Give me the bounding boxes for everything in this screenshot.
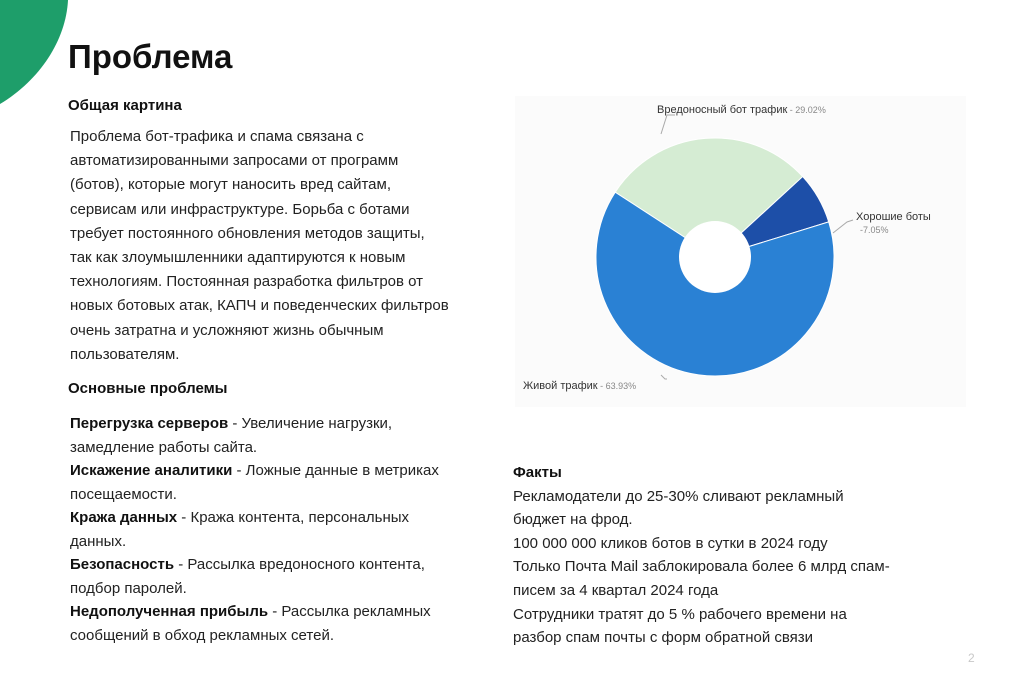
leader-line-live <box>661 375 667 379</box>
problem-term: Кража данных <box>70 509 178 526</box>
fact-line: Сотрудники тратят до 5 % рабочего времени на <box>513 605 847 623</box>
overview-text <box>70 125 510 367</box>
problem-term: Перегрузка серверов <box>70 415 229 432</box>
fact-line: писем за 4 квартал 2024 года <box>513 581 719 599</box>
slice-label-name: Живой трафик <box>523 380 598 392</box>
problem-desc: замедление работы сайта. <box>70 438 258 456</box>
problem-item <box>70 506 490 553</box>
problem-term: Искажение аналитики <box>70 462 233 479</box>
label-good-bots-value: -7.05% <box>860 225 889 235</box>
problem-item <box>70 459 490 506</box>
problem-desc: - Увеличение нагрузки, <box>228 415 393 432</box>
leader-line-malicious <box>661 115 675 134</box>
slice-label-value: - 29.02% <box>787 105 826 115</box>
traffic-chart <box>515 96 966 407</box>
overview-line: технологиям. Постоянная разработка фильтров от <box>70 273 424 291</box>
donut-hole <box>679 221 751 293</box>
slice-label-name: Вредоносный бот трафик <box>657 104 788 116</box>
overview-line: требует постоянного обновления методов защиты, <box>70 224 425 242</box>
problem-item <box>70 600 490 647</box>
problem-desc: - Ложные данные в метриках <box>232 462 439 479</box>
problem-item <box>70 553 490 600</box>
problem-term: Безопасность <box>70 556 175 573</box>
overview-line: пользователям. <box>70 345 180 363</box>
fact-line: Рекламодатели до 25-30% сливают рекламный <box>513 487 844 505</box>
overview-line: новых ботовых атак, КАПЧ и поведенческих фильтров <box>70 297 449 315</box>
problem-term: Недополученная прибыль <box>70 603 269 620</box>
problem-desc: данных. <box>70 532 127 550</box>
overview-line: Проблема бот-трафика и спама связана с <box>70 128 364 145</box>
problem-item <box>70 412 490 459</box>
problems-heading: Основные проблемы <box>68 380 228 397</box>
problem-desc: посещаемости. <box>70 485 177 503</box>
overview-line: очень затратна и усложняют жизнь обычным <box>70 321 384 339</box>
page-title: Проблема <box>68 38 233 75</box>
label-malicious <box>657 104 826 116</box>
traffic-donut-chart <box>515 96 966 407</box>
corner-accent <box>0 0 75 110</box>
fact-line: разбор спам почты с форм обратной связи <box>513 629 814 647</box>
slice-label-value: - 63.93% <box>597 381 637 391</box>
label-live <box>523 380 636 392</box>
leader-line-good-bots <box>833 220 853 233</box>
overview-line: (ботов), которые могут наносить вред сайтам, <box>70 176 391 194</box>
fact-line: бюджет на фрод. <box>513 511 633 529</box>
fact-line: Только Почта Mail заблокировала более 6 млрд спам- <box>513 558 890 576</box>
overview-heading: Общая картина <box>68 97 182 114</box>
page-number: 2 <box>968 651 975 665</box>
overview-line: сервисам или инфраструктуре. Борьба с ботами <box>70 200 410 218</box>
problem-desc: сообщений в обход рекламных сетей. <box>70 626 334 644</box>
problem-desc: - Кража контента, персональных <box>177 509 410 526</box>
problems-list <box>70 412 490 647</box>
problem-desc: - Рассылка вредоносного контента, <box>174 556 425 573</box>
problem-desc: - Рассылка рекламных <box>268 603 431 620</box>
fact-line: 100 000 000 кликов ботов в сутки в 2024 году <box>513 534 828 552</box>
facts-heading: Факты <box>513 464 562 481</box>
label-good-bots-name: Хорошие боты <box>856 211 931 223</box>
overview-line: так как злоумышленники адаптируются к новым <box>70 249 406 267</box>
problem-desc: подбор паролей. <box>70 579 187 597</box>
overview-line: автоматизированными запросами от программ <box>70 152 399 170</box>
facts-block <box>513 461 953 650</box>
